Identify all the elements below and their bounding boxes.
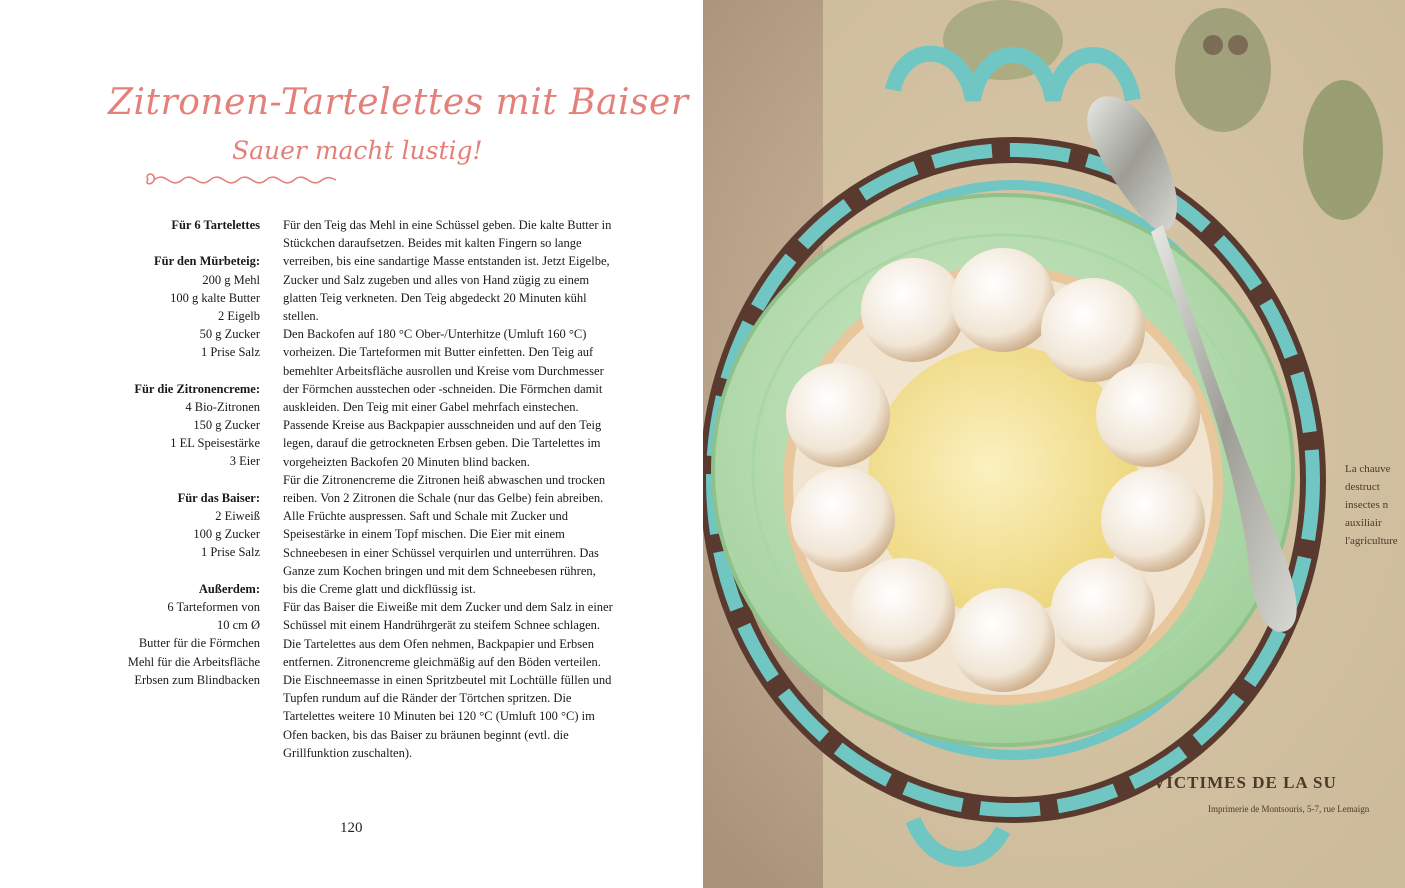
ingredient-item: 2 Eiweiß	[215, 509, 260, 523]
ingredient-item: 150 g Zucker	[193, 418, 260, 433]
ingredient-item: 10 cm Ø	[216, 618, 260, 633]
dough-heading: Für den Mürbeteig:	[153, 254, 260, 269]
instruction-paragraph: Für den Teig das Mehl in eine Schüssel geben. Die kalte Butter in Stückchen daraufsetzen. Beides mit kalten Fingern so lange verreiben, bis eine sandartige Masse entstanden ist. Jetzt Eigelbe, Zucker und Salz zugeben und alles von Hand zügig zu einem glatten Teig verkneten. Den Teig abgedeckt 20 Minuten kühl stellen.	[283, 218, 612, 324]
ingredient-item: 1 Prise Salz	[200, 545, 260, 560]
newspaper-line: insectes n	[1345, 499, 1389, 511]
ingredient-item: 2 Eigelb	[217, 308, 260, 323]
ingredient-item: 100 g kalte Butter	[170, 290, 260, 305]
ingredient-item: Mehl für die Arbeitsfläche	[127, 654, 260, 669]
ingredient-item: 1 Prise Salz	[200, 345, 260, 360]
ingredients-list	[60, 216, 260, 689]
newspaper-line: auxiliair	[1345, 517, 1382, 529]
ingredient-item: Butter für die Förmchen	[138, 636, 260, 651]
tartelette-photo	[703, 0, 1405, 888]
instruction-paragraph: Für das Baiser die Eiweiße mit dem Zucker und dem Salz in einer Schüssel mit einem Handrührgerät zu steifem Schnee schlagen.	[283, 600, 613, 633]
ingredient-item: 6 Tarteformen von	[167, 599, 260, 614]
cream-heading: Für die Zitronencreme:	[134, 381, 260, 396]
page-number: 120	[340, 820, 363, 836]
ingredient-item: Erbsen zum Blindbacken	[134, 672, 260, 687]
newspaper-line: destruct	[1345, 481, 1380, 493]
recipe-photo-page	[703, 0, 1405, 888]
newspaper-headline: VICTIMES DE LA SU	[1153, 773, 1337, 792]
ingredient-item: 3 Eier	[229, 454, 260, 469]
instruction-paragraph: Den Backofen auf 180 °C Ober-/Unterhitze (Umluft 160 °C) vorheizen. Die Tarteformen mit Butter einfetten. Den Teig auf bemehlter Arbeitsfläche ausrollen und Kreise vom Durchmesser der Förmchen ausstechen oder -schneiden. Die Förmchen damit auskleiden. Den Teig mit einer Gabel mehrfach einstechen. Passende Kreise aus Backpapier ausschneiden und auf den Teig legen, darauf die getrockneten Erbsen geben. Die Tartelettes im vorgeheizten Backofen 20 Minuten blind backen.	[283, 327, 604, 469]
instruction-paragraph: Die Tartelettes aus dem Ofen nehmen, Backpapier und Erbsen entfernen. Zitronencreme gleichmäßig auf den Böden verteilen. Die Eischneemasse in einen Spritzbeutel mit Lochtülle füllen und Tupfen rundum auf die Ränder der Törtchen spritzen. Die Tartelettes weitere 10 Minuten bei 120 °C (Umluft 100 °C) im Ofen backen, bis das Baiser zu bräunen beginnt (evtl. die Grillfunktion zuschalten).	[283, 636, 612, 760]
newspaper-line: l'agriculture	[1345, 535, 1398, 547]
yield-label: Für 6 Tartelettes	[171, 218, 260, 232]
ingredient-item: 4 Bio-Zitronen	[185, 399, 260, 414]
recipe-title: Zitronen-Tartelettes mit Baiser	[108, 82, 689, 123]
flourish-ornament	[140, 168, 340, 192]
newspaper-imprint: Imprimerie de Montsouris, 5-7, rue Lemaign	[1208, 804, 1370, 814]
ingredient-item: 100 g Zucker	[193, 527, 260, 542]
newspaper-line: La chauve	[1345, 463, 1391, 475]
ingredient-item: 50 g Zucker	[199, 327, 260, 342]
ingredient-item: 200 g Mehl	[202, 272, 260, 287]
extra-heading: Außerdem:	[198, 581, 260, 596]
meringue-heading: Für das Baiser:	[177, 490, 260, 505]
recipe-subtitle: Sauer macht lustig!	[232, 136, 483, 165]
instructions	[283, 216, 613, 762]
instruction-paragraph: Für die Zitronencreme die Zitronen heiß abwaschen und trocken reiben. Von 2 Zitronen die Schale (nur das Gelbe) fein abreiben. Alle Früchte auspressen. Saft und Schale mit Zucker und Speisestärke in einem Topf mischen. Die Eier mit einem Schneebesen in einer Schüssel verquirlen und unterrühren. Das Ganze zum Kochen bringen und mit dem Schneebesen rühren, bis die Creme glatt und dickflüssig ist.	[283, 472, 606, 597]
ingredient-item: 1 EL Speisestärke	[170, 436, 260, 451]
